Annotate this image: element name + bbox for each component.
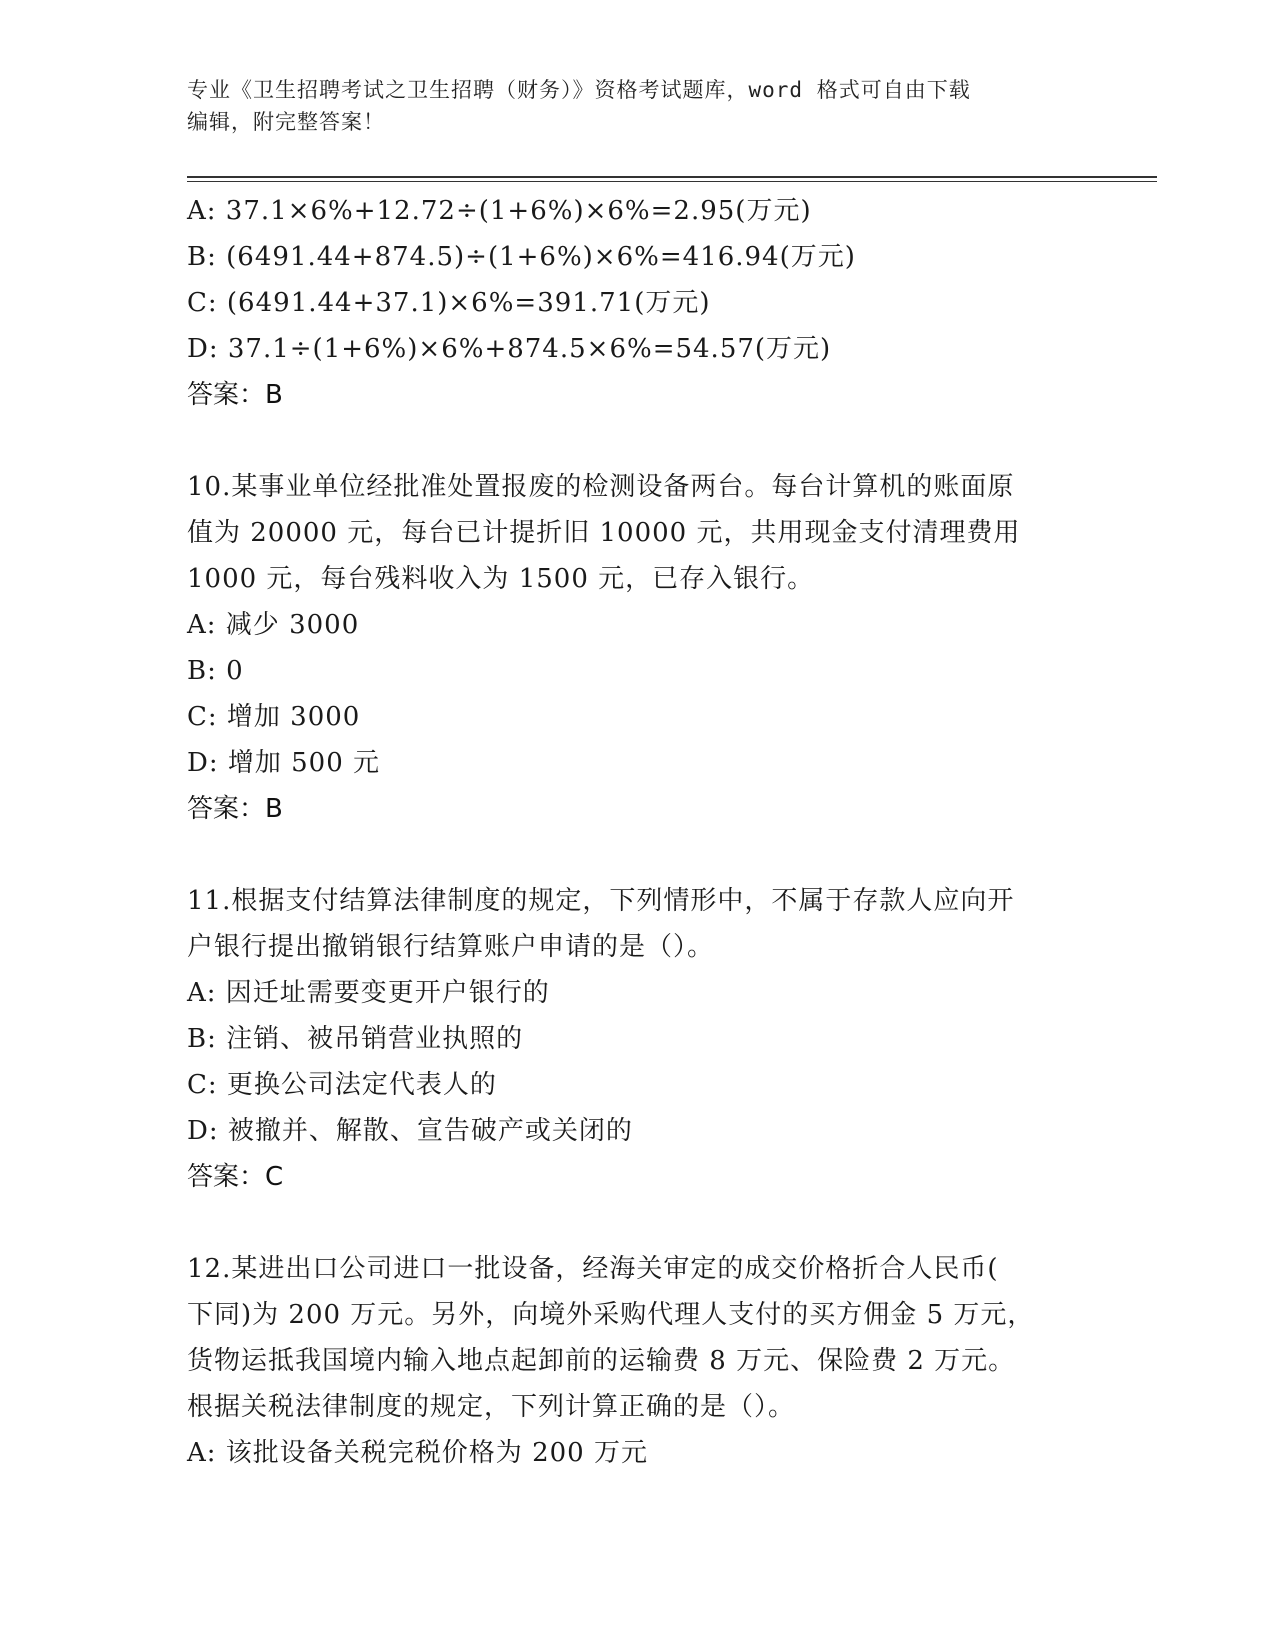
spacer: [187, 832, 1087, 878]
document-header: [187, 74, 1087, 138]
question-11: [187, 878, 1087, 1200]
question-stem-line: 户银行提出撤销银行结算账户申请的是（）。: [187, 932, 715, 962]
question-stem-line: 12.某进出口公司进口一批设备，经海关审定的成交价格折合人民币(: [187, 1254, 999, 1284]
option-b: B: (6491.44+874.5)÷(1+6%)×6%=416.94(万元): [187, 242, 856, 272]
option-a: A: 因迁址需要变更开户银行的: [187, 978, 550, 1008]
spacer: [187, 418, 1087, 464]
question-stem-line: 货物运抵我国境内输入地点起卸前的运输费 8 万元、保险费 2 万元。: [187, 1346, 1016, 1376]
header-divider-thick: [187, 176, 1157, 178]
header-title-line-1: 专业《卫生招聘考试之卫生招聘（财务）》资格考试题库，word 格式可自由下载: [187, 78, 971, 102]
spacer: [187, 1200, 1087, 1246]
option-a: A: 减少 3000: [187, 610, 360, 640]
question-stem-line: 1000 元，每台残料收入为 1500 元，已存入银行。: [187, 564, 815, 594]
option-b: B: 注销、被吊销营业执照的: [187, 1024, 524, 1054]
option-c: C: (6491.44+37.1)×6%=391.71(万元): [187, 288, 711, 318]
option-d: D: 增加 500 元: [187, 748, 381, 778]
header-title-line-2: 编辑，附完整答案！: [187, 110, 385, 134]
question-stem-line: 根据关税法律制度的规定，下列计算正确的是（）。: [187, 1392, 796, 1422]
option-a: A: 该批设备关税完税价格为 200 万元: [187, 1438, 648, 1468]
option-c: C: 增加 3000: [187, 702, 361, 732]
header-divider-thin: [187, 181, 1157, 182]
answer-line: 答案：C: [187, 1162, 284, 1192]
question-10: [187, 464, 1087, 832]
option-a: A: 37.1×6%+12.72÷(1+6%)×6%=2.95(万元): [187, 196, 812, 226]
answer-line: 答案：B: [187, 380, 283, 410]
question-stem-line: 11.根据支付结算法律制度的规定，下列情形中，不属于存款人应向开: [187, 886, 1015, 916]
option-b: B: 0: [187, 656, 244, 686]
option-d: D: 37.1÷(1+6%)×6%+874.5×6%=54.57(万元): [187, 334, 832, 364]
question-9-continued: [187, 188, 1087, 418]
question-12: [187, 1246, 1087, 1476]
question-stem-line: 10.某事业单位经批准处置报废的检测设备两台。每台计算机的账面原: [187, 472, 1015, 502]
answer-line: 答案：B: [187, 794, 283, 824]
question-list: [187, 188, 1087, 1476]
question-stem-line: 值为 20000 元，每台已计提折旧 10000 元，共用现金支付清理费用: [187, 518, 1021, 548]
option-c: C: 更换公司法定代表人的: [187, 1070, 497, 1100]
option-d: D: 被撤并、解散、宣告破产或关闭的: [187, 1116, 633, 1146]
question-stem-line: 下同)为 200 万元。另外，向境外采购代理人支付的买方佣金 5 万元，: [187, 1300, 1035, 1330]
